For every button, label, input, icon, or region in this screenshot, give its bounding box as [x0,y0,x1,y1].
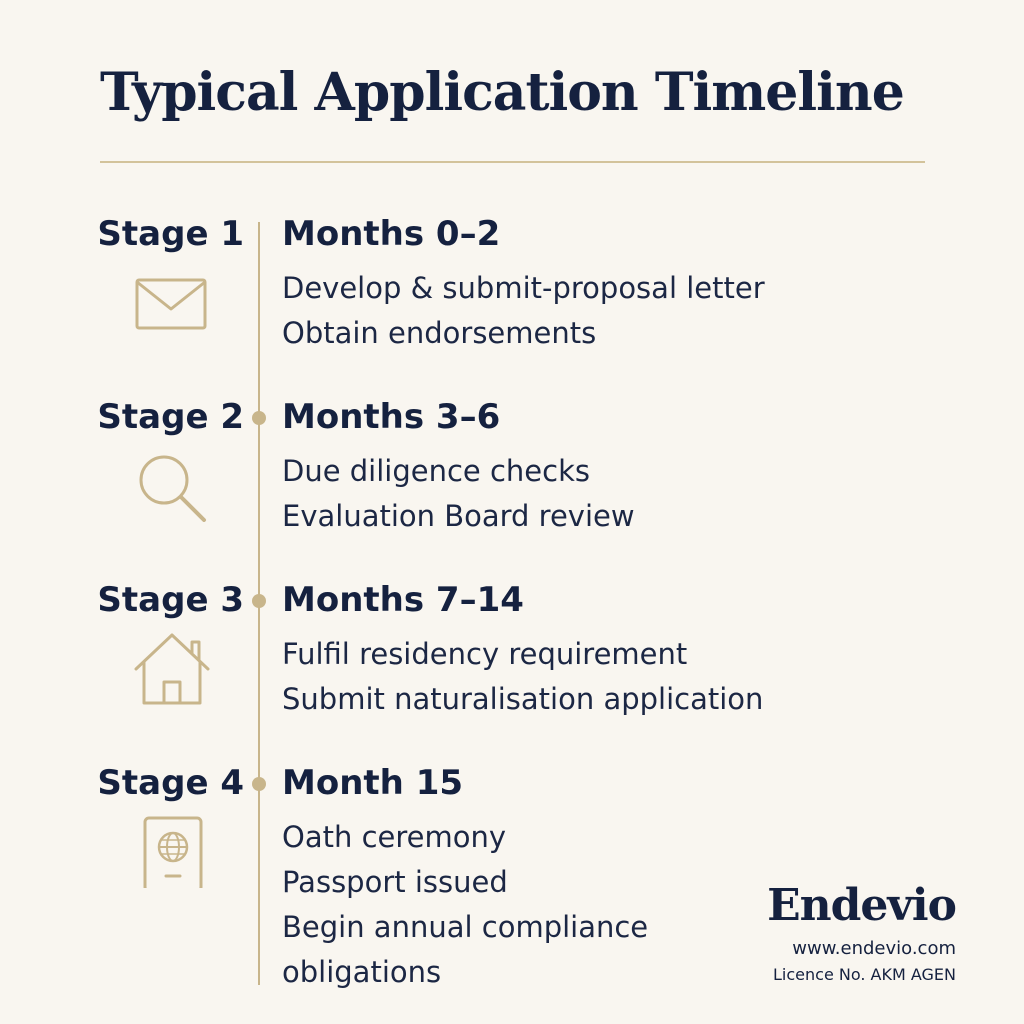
title-divider [100,161,925,163]
house-icon [132,625,212,705]
stage-label: Stage 1 [97,214,244,254]
stage-items [282,632,763,722]
page-title: Typical Application Timeline [100,62,904,123]
stage-items [282,449,635,539]
stage-period: Months 7–14 [282,580,524,620]
stage-item: Begin annual compliance [282,910,649,944]
timeline-dot [252,411,266,425]
stage-item: Passport issued [282,865,508,899]
stage-items [282,815,648,995]
brand-url[interactable]: www.endevio.com [792,938,956,959]
stage-period: Month 15 [282,763,464,803]
stage-label: Stage 4 [97,763,244,803]
stage-label: Stage 3 [97,580,244,620]
envelope-icon [132,259,212,339]
stage-item: Submit naturalisation application [282,682,764,716]
stage-period: Months 0–2 [282,214,501,254]
stage-items [282,266,765,356]
stage-item: obligations [282,955,442,989]
stage-item: Evaluation Board review [282,499,635,533]
stage-item: Fulfil residency requirement [282,637,688,671]
stage-item: Due diligence checks [282,454,590,488]
stage-period: Months 3–6 [282,397,501,437]
magnifier-icon [132,442,212,522]
timeline-dot [252,777,266,791]
stage-item: Obtain endorsements [282,316,597,350]
stage-label: Stage 2 [97,397,244,437]
stage-item: Oath ceremony [282,820,507,854]
passport-icon [132,808,212,888]
timeline-dot [252,594,266,608]
brand-licence: Licence No. AKM AGEN [773,965,956,984]
brand-block [767,878,956,986]
stage-item: Develop & submit-proposal letter [282,271,765,305]
brand-logo: Endevio [767,880,956,931]
